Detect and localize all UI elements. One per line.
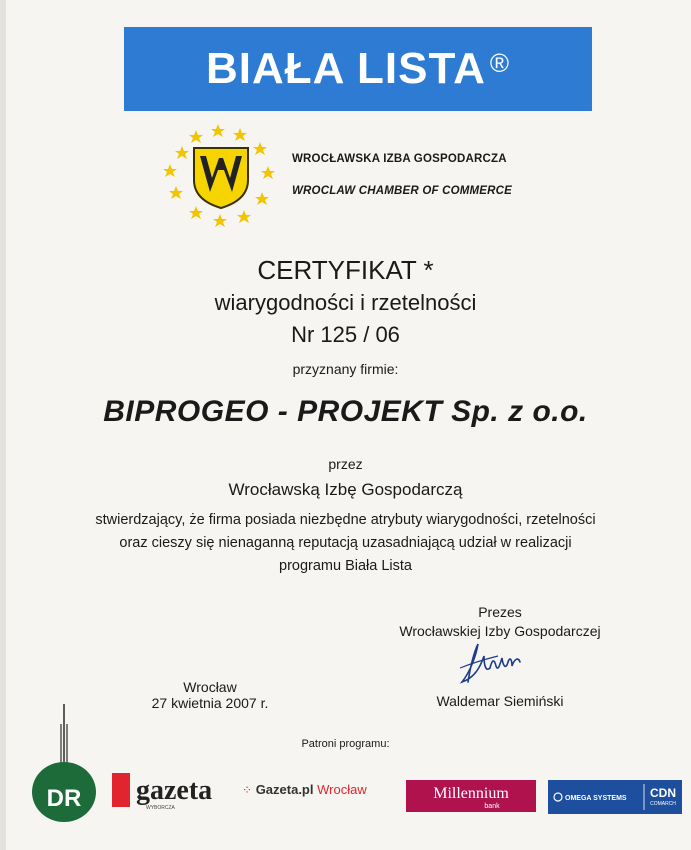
gazeta-pl-wroclaw-logo [242, 782, 402, 806]
registered-mark: ® [489, 47, 511, 78]
gazeta-logo-text: gazeta [136, 775, 213, 806]
company-name: BIPROGEO - PROJEKT Sp. z o.o. [103, 395, 588, 428]
issuer-name: Wrocławską Izbę Gospodarczą [228, 480, 463, 499]
millennium-logo-text: Millennium [433, 785, 509, 802]
millennium-logo-subtext: bank [484, 803, 500, 810]
certificate-text-line: programu Biała Lista [279, 558, 412, 574]
omega-systems-cdn-logo-icon [548, 780, 682, 814]
signatory-role: Prezes [478, 604, 522, 620]
gazeta-pl-icon: ⁘ [242, 783, 253, 797]
certificate-text-line: stwierdzający, że firma posiada niezbędne atrybuty wiarygodności, rzetelności [95, 512, 596, 528]
banner-title: BIAŁA LISTA [205, 44, 486, 93]
gazeta-wyborcza-logo-icon [112, 769, 232, 811]
gazeta-logo-subtext: WYBORCZA [146, 805, 175, 811]
certificate-number: Nr 125 / 06 [291, 322, 400, 347]
dr-logo-text: DR [46, 785, 82, 812]
signatory-role-of: Wrocławskiej Izby Gospodarczej [399, 623, 601, 639]
certificate-title: CERTYFIKAT * [257, 255, 434, 285]
chamber-w-shield-logo-icon [160, 118, 282, 228]
granted-to-label: przyznany firmie: [292, 361, 399, 377]
certificate-subtitle: wiarygodności i rzetelności [214, 290, 477, 315]
wroclaw-text: Wrocław [317, 782, 367, 797]
chamber-name-pl: WROCŁAWSKA IZBA GOSPODARCZA [292, 153, 507, 165]
omega-logo-text: OMEGA SYSTEMS [565, 795, 627, 802]
by-label: przez [328, 456, 363, 472]
cdn-logo-subtext: COMARCH [650, 801, 676, 807]
cdn-logo-text: CDN [650, 786, 676, 800]
signatory-name: Waldemar Siemiński [436, 693, 564, 709]
patrons-label: Patroni programu: [301, 738, 390, 750]
millennium-bank-logo-icon [406, 780, 536, 812]
dr-tower-logo-icon [28, 704, 102, 824]
biala-lista-banner [124, 27, 592, 111]
issue-date: 27 kwietnia 2007 r. [151, 695, 269, 711]
gazeta-pl-text: Gazeta.pl [255, 782, 314, 797]
chamber-name-en: WROCLAW CHAMBER OF COMMERCE [292, 185, 513, 197]
issue-city: Wrocław [183, 679, 237, 695]
certificate-text-line: oraz cieszy się nienaganną reputacją uzasadniającą udział w realizacji [119, 535, 572, 551]
handwritten-signature [440, 638, 550, 690]
